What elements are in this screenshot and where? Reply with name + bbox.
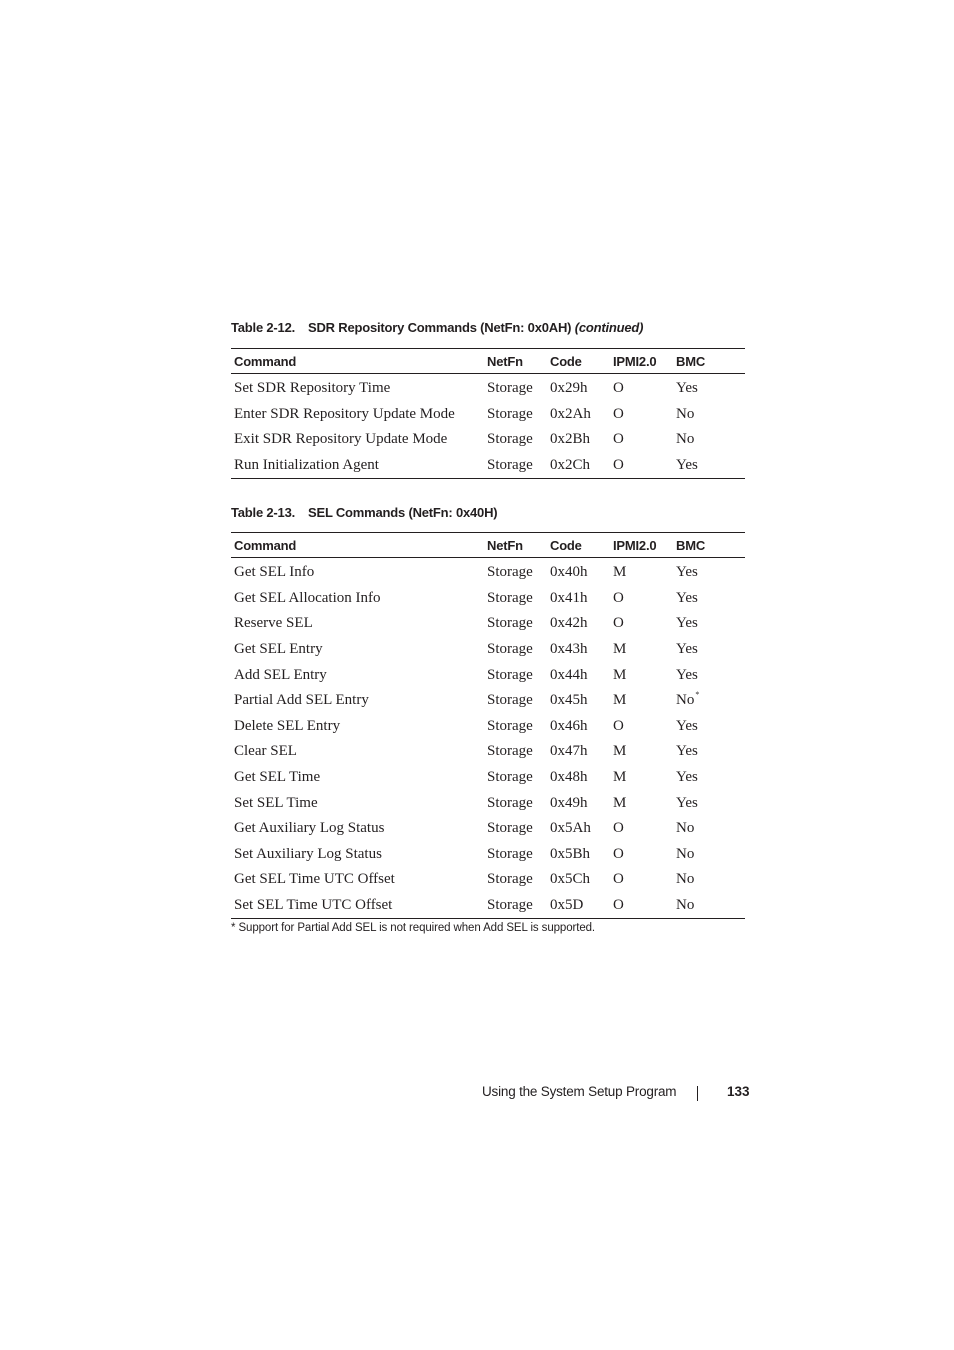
table-row (231, 790, 745, 816)
cell-command (231, 739, 484, 765)
footnote-marker: * (695, 690, 700, 700)
cell-netfn (484, 688, 547, 714)
cell-text: No (676, 431, 695, 448)
cell-bmc (673, 427, 745, 453)
table-2-12-caption (231, 320, 643, 335)
cell-command (231, 765, 484, 791)
cell-text: Set SDR Repository Time (234, 380, 391, 397)
cell-text: O (613, 380, 624, 397)
cell-text: O (613, 457, 624, 474)
column-header-code: Code (550, 353, 582, 369)
cell-code (547, 586, 610, 612)
sel-commands-table (231, 532, 745, 919)
cell-code (547, 453, 610, 479)
cell-code (547, 402, 610, 428)
cell-text: M (613, 743, 627, 760)
cell-command (231, 427, 484, 453)
cell-netfn (484, 790, 547, 816)
cell-text: Get SEL Time UTC Offset (234, 871, 395, 888)
table-number: Table 2-13. (231, 505, 296, 520)
cell-text: Storage (487, 380, 533, 397)
table-row (231, 688, 745, 714)
cell-code (547, 637, 610, 663)
cell-text: Storage (487, 564, 533, 581)
table-row (231, 453, 745, 479)
cell-ipmi (610, 662, 673, 688)
table-row (231, 558, 745, 586)
cell-text: M (613, 769, 627, 786)
cell-code (547, 558, 610, 586)
cell-command (231, 662, 484, 688)
cell-netfn (484, 453, 547, 479)
table-row (231, 893, 745, 919)
table-row (231, 586, 745, 612)
cell-text: Get SEL Time (234, 769, 321, 786)
table-row (231, 637, 745, 663)
cell-bmc (673, 611, 745, 637)
cell-text: Storage (487, 794, 533, 811)
continued-label: (continued) (574, 320, 644, 335)
cell-bmc (673, 842, 745, 868)
cell-text: 0x2Ah (550, 405, 591, 422)
cell-text: 0x48h (550, 769, 588, 786)
cell-netfn (484, 765, 547, 791)
cell-text: Clear SEL (234, 743, 297, 760)
cell-code (547, 816, 610, 842)
cell-text: O (613, 589, 624, 606)
cell-text: Storage (487, 820, 533, 837)
cell-netfn (484, 374, 547, 402)
cell-ipmi (610, 816, 673, 842)
cell-bmc (673, 816, 745, 842)
cell-bmc (673, 790, 745, 816)
cell-text: O (613, 431, 624, 448)
cell-text: M (613, 666, 627, 683)
cell-text: 0x41h (550, 589, 588, 606)
cell-text: 0x5Ch (550, 871, 591, 888)
cell-netfn (484, 637, 547, 663)
cell-netfn (484, 427, 547, 453)
cell-text: No (676, 692, 695, 709)
cell-text: 0x42h (550, 615, 588, 632)
cell-bmc (673, 714, 745, 740)
cell-ipmi (610, 867, 673, 893)
cell-code (547, 765, 610, 791)
cell-text: Yes (676, 589, 698, 606)
cell-text: Set SEL Time (234, 794, 318, 811)
cell-ipmi (610, 453, 673, 479)
cell-text: Storage (487, 431, 533, 448)
table-row (231, 611, 745, 637)
cell-code (547, 662, 610, 688)
cell-text: Yes (676, 380, 698, 397)
table-title: SEL Commands (NetFn: 0x40H) (308, 505, 498, 520)
cell-netfn (484, 586, 547, 612)
cell-code (547, 893, 610, 919)
table-footnote: * Support for Partial Add SEL is not required when Add SEL is supported. (231, 922, 596, 934)
cell-ipmi (610, 637, 673, 663)
cell-command (231, 867, 484, 893)
cell-text: Yes (676, 457, 698, 474)
footer-separator (697, 1086, 698, 1101)
cell-command (231, 402, 484, 428)
cell-command (231, 637, 484, 663)
cell-text: Yes (676, 717, 698, 734)
cell-netfn (484, 611, 547, 637)
cell-text: 0x2Ch (550, 457, 591, 474)
cell-text: Storage (487, 871, 533, 888)
cell-text: Storage (487, 615, 533, 632)
cell-netfn (484, 893, 547, 919)
cell-ipmi (610, 790, 673, 816)
column-header-ipmi: IPMI2.0 (613, 537, 657, 553)
cell-command (231, 374, 484, 402)
cell-text: O (613, 405, 624, 422)
cell-text: 0x46h (550, 717, 588, 734)
cell-text: O (613, 717, 624, 734)
cell-text: Yes (676, 743, 698, 760)
cell-text: Storage (487, 769, 533, 786)
cell-ipmi (610, 558, 673, 586)
footer-section-title: Using the System Setup Program (482, 1084, 677, 1099)
cell-text: Get SEL Allocation Info (234, 589, 381, 606)
cell-text: 0x5D (550, 897, 584, 914)
cell-code (547, 842, 610, 868)
table-row (231, 816, 745, 842)
table-row (231, 714, 745, 740)
cell-netfn (484, 714, 547, 740)
cell-text: Delete SEL Entry (234, 717, 341, 734)
cell-text: Yes (676, 641, 698, 658)
cell-code (547, 427, 610, 453)
column-header-netfn: NetFn (487, 353, 523, 369)
cell-text: Yes (676, 769, 698, 786)
column-header-command: Command (234, 353, 297, 369)
cell-text: Storage (487, 692, 533, 709)
cell-text: 0x29h (550, 380, 588, 397)
cell-text: No (676, 820, 695, 837)
column-header-bmc: BMC (676, 353, 706, 369)
cell-text: Yes (676, 666, 698, 683)
cell-ipmi (610, 688, 673, 714)
cell-command (231, 714, 484, 740)
cell-ipmi (610, 765, 673, 791)
cell-text: 0x40h (550, 564, 588, 581)
cell-bmc (673, 739, 745, 765)
cell-text: Get SEL Info (234, 564, 315, 581)
cell-text: Storage (487, 845, 533, 862)
cell-text: O (613, 615, 624, 632)
table-header-row (231, 533, 745, 558)
cell-text: O (613, 820, 624, 837)
cell-bmc (673, 893, 745, 919)
cell-command (231, 688, 484, 714)
cell-bmc (673, 765, 745, 791)
cell-command (231, 893, 484, 919)
cell-command (231, 816, 484, 842)
cell-text: M (613, 641, 627, 658)
cell-command (231, 790, 484, 816)
cell-text: 0x49h (550, 794, 588, 811)
page-number: 133 (727, 1084, 750, 1099)
cell-text: Yes (676, 564, 698, 581)
cell-netfn (484, 402, 547, 428)
table-row (231, 842, 745, 868)
cell-netfn (484, 662, 547, 688)
column-header-command: Command (234, 537, 297, 553)
cell-code (547, 867, 610, 893)
cell-text: M (613, 692, 627, 709)
cell-bmc (673, 453, 745, 479)
cell-text: Partial Add SEL Entry (234, 692, 369, 709)
cell-text: 0x2Bh (550, 431, 591, 448)
cell-text: Storage (487, 405, 533, 422)
cell-text: Storage (487, 641, 533, 658)
column-header-ipmi: IPMI2.0 (613, 353, 657, 369)
cell-command (231, 453, 484, 479)
cell-bmc (673, 662, 745, 688)
table-row (231, 402, 745, 428)
cell-netfn (484, 842, 547, 868)
table-2-13-caption (231, 505, 497, 520)
cell-text: Get Auxiliary Log Status (234, 820, 385, 837)
cell-text: Storage (487, 717, 533, 734)
cell-text: Exit SDR Repository Update Mode (234, 431, 448, 448)
table-row (231, 427, 745, 453)
cell-text: Set Auxiliary Log Status (234, 845, 382, 862)
table-title: SDR Repository Commands (NetFn: 0x0AH) (308, 320, 572, 335)
cell-text: Storage (487, 897, 533, 914)
cell-text: Run Initialization Agent (234, 457, 379, 474)
table-row (231, 739, 745, 765)
table-row (231, 765, 745, 791)
cell-text: 0x45h (550, 692, 588, 709)
sdr-repository-commands-table (231, 348, 745, 479)
cell-text: O (613, 845, 624, 862)
cell-code (547, 739, 610, 765)
cell-text: 0x44h (550, 666, 588, 683)
cell-netfn (484, 739, 547, 765)
cell-bmc (673, 688, 745, 714)
cell-netfn (484, 816, 547, 842)
table-row (231, 867, 745, 893)
cell-code (547, 374, 610, 402)
cell-bmc (673, 374, 745, 402)
cell-text: 0x5Ah (550, 820, 591, 837)
cell-text: Add SEL Entry (234, 666, 327, 683)
cell-text: 0x5Bh (550, 845, 591, 862)
column-header-bmc: BMC (676, 537, 706, 553)
cell-ipmi (610, 374, 673, 402)
cell-command (231, 611, 484, 637)
column-header-netfn: NetFn (487, 537, 523, 553)
cell-command (231, 842, 484, 868)
cell-ipmi (610, 402, 673, 428)
cell-netfn (484, 867, 547, 893)
cell-ipmi (610, 714, 673, 740)
cell-bmc (673, 402, 745, 428)
cell-text: No (676, 871, 695, 888)
cell-text: No (676, 897, 695, 914)
table-number: Table 2-12. (231, 320, 296, 335)
column-header-code: Code (550, 537, 582, 553)
cell-text: Storage (487, 666, 533, 683)
table-header-row (231, 349, 745, 374)
cell-command (231, 558, 484, 586)
cell-text: Storage (487, 589, 533, 606)
cell-text: Set SEL Time UTC Offset (234, 897, 393, 914)
cell-text: No (676, 405, 695, 422)
cell-text: M (613, 564, 627, 581)
cell-ipmi (610, 427, 673, 453)
cell-bmc (673, 558, 745, 586)
cell-command (231, 586, 484, 612)
cell-ipmi (610, 739, 673, 765)
cell-text: 0x43h (550, 641, 588, 658)
cell-ipmi (610, 586, 673, 612)
cell-text: O (613, 871, 624, 888)
cell-text: O (613, 897, 624, 914)
cell-text: Yes (676, 794, 698, 811)
cell-text: Reserve SEL (234, 615, 313, 632)
cell-text: No (676, 845, 695, 862)
cell-text: Storage (487, 457, 533, 474)
cell-bmc (673, 637, 745, 663)
cell-code (547, 790, 610, 816)
cell-ipmi (610, 611, 673, 637)
cell-text: Get SEL Entry (234, 641, 323, 658)
cell-text: Yes (676, 615, 698, 632)
cell-netfn (484, 558, 547, 586)
cell-ipmi (610, 842, 673, 868)
cell-bmc (673, 867, 745, 893)
cell-ipmi (610, 893, 673, 919)
cell-code (547, 611, 610, 637)
cell-bmc (673, 586, 745, 612)
cell-code (547, 688, 610, 714)
cell-code (547, 714, 610, 740)
cell-text: M (613, 794, 627, 811)
table-row (231, 374, 745, 402)
cell-text: Enter SDR Repository Update Mode (234, 405, 455, 422)
table-row (231, 662, 745, 688)
cell-text: Storage (487, 743, 533, 760)
cell-text: 0x47h (550, 743, 588, 760)
